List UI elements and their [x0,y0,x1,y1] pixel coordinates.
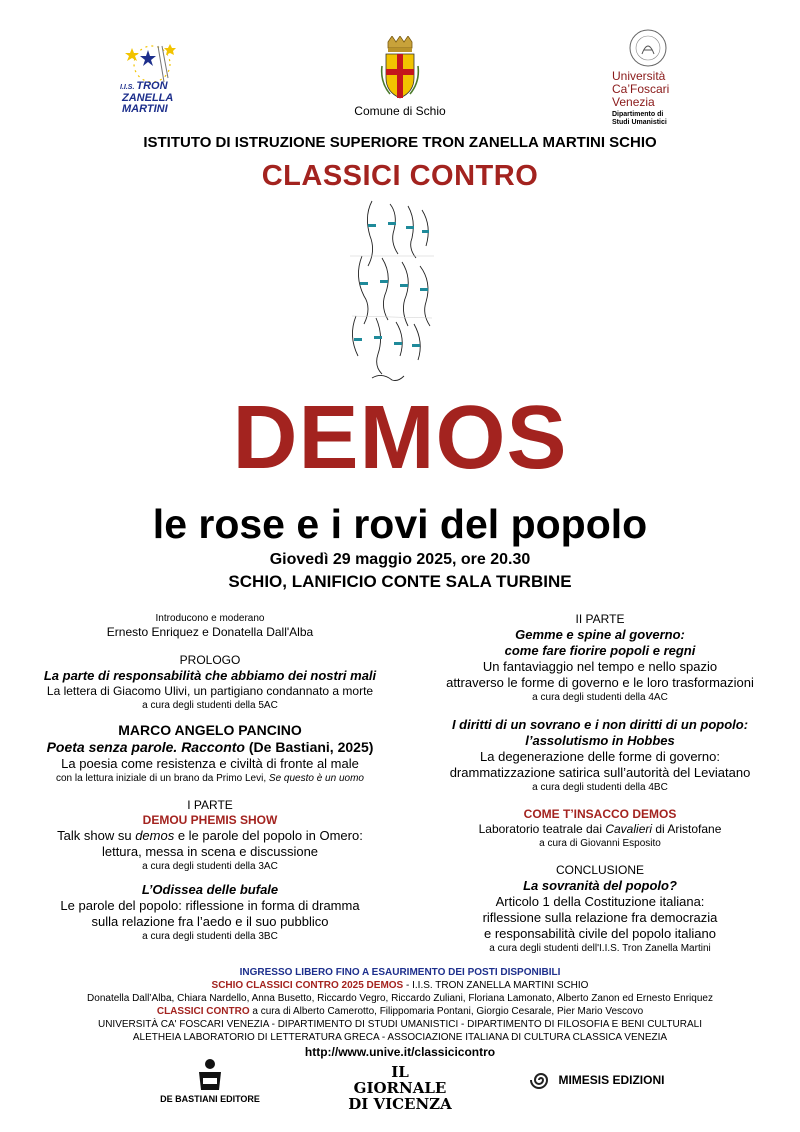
conclusione-desc1: Articolo 1 della Costituzione italiana: [495,894,705,909]
debastiani-logo [150,1058,270,1104]
cafoscari-line3: Venezia [612,95,655,109]
insacco-title: COME T’INSACCO DEMOS [523,807,677,821]
parte2-credit: a cura degli studenti della 4AC [532,692,668,703]
comune-logo [330,36,470,122]
diritti-title2: l’assolutismo in Hobbes [525,733,675,748]
pancino-book-publisher: (De Bastiani, 2025) [245,739,374,755]
cafoscari-line5: Studi Umanistici [612,119,667,126]
conclusione-desc3: e responsabilità civile del popolo italiano [484,926,716,941]
prologo-desc: La lettera di Giacomo Ulivi, un partigiano condannato a morte [46,684,374,698]
prologo-title: La parte di responsabilità che abbiamo dei nostri mali [43,668,377,683]
parte1-credit: a cura degli studenti della 3AC [142,861,278,872]
mimesis-logo [528,1068,678,1092]
diritti-title1: I diritti di un sovrano e i non diritti di un popolo: [451,717,749,732]
parte2-label: II PARTE [575,612,625,626]
insacco-desc-b: di Aristofane [652,822,722,836]
parte1-desc-a: Talk show su [57,828,136,843]
footer-line2-red: SCHIO CLASSICI CONTRO 2025 DEMOS [211,980,404,991]
parte1-title: DEMOU PHEMIS SHOW [142,813,278,827]
tron-logo-martini: MARTINI [122,103,168,115]
prologo-credit: a cura degli studenti della 5AC [142,700,278,711]
conclusione-credit: a cura degli studenti dell'I.I.S. Tron Zanella Martini [489,943,711,954]
parte1-desc2: lettura, messa in scena e discussione [101,844,319,859]
conclusione-title: La sovranità del popolo? [523,878,677,893]
intro-label: Introducono e moderano [155,613,265,624]
subtitle: le rose e i rovi del popolo [152,501,648,547]
pancino-reading-title: Se questo è un uomo [268,773,364,784]
mimesis-label: MIMESIS EDIZIONI [558,1073,665,1087]
spiral-icon [528,1068,554,1092]
diritti-desc2: drammatizzazione satirica sull’autorità del Leviatano [449,765,751,780]
website-link[interactable]: http://www.unive.it/classicicontro [304,1045,496,1059]
diritti-credit: a cura degli studenti della 4BC [532,782,668,793]
parte1-label: I PARTE [187,798,233,812]
tron-logo-iis: I.I.S. [120,84,135,91]
parte1-desc-b: e le parole del popolo in Omero: [174,828,363,843]
prologo-label: PROLOGO [179,653,241,667]
comune-label: Comune di Schio [354,104,446,118]
pancino-book-title: Poeta senza parole. Racconto [46,739,245,755]
insacco-credit: a cura di Giovanni Esposito [539,838,661,849]
conclusione-label: CONCLUSIONE [555,863,644,877]
footer-organizers: Donatella Dall’Alba, Chiara Nardello, Anna Busetto, Riccardo Vegro, Riccardo Zuliani, Floriana Lamonato, Alberto Zanon ed Ernesto Enriquez [87,993,713,1004]
giornale-line1: IL GIORNALE [353,1063,447,1097]
tron-logo-zanella: ZANELLA [122,92,174,104]
parte2-desc1: Un fantaviaggio nel tempo e nello spazio [482,659,718,674]
cafoscari-line4: Dipartimento di [612,111,664,118]
cafoscari-line2: Ca’Foscari [612,82,670,96]
event-place: SCHIO, LANIFICIO CONTE SALA TURBINE [228,572,572,591]
odissea-title-rest: delle bufale [203,882,279,897]
cafoscari-line1: Università [612,69,666,83]
tron-logo-tron: TRON [136,80,168,92]
free-entry-notice: INGRESSO LIBERO FINO A ESAURIMENTO DEI POSTI DISPONIBILI [239,967,561,978]
odissea-desc2: sulla relazione fra l’aedo e il suo pubblico [91,914,329,929]
conclusione-desc2: riflessione sulla relazione fra democrazia [482,910,718,925]
faces-illustration [342,196,442,396]
program-left-column [30,612,390,943]
institute-name: ISTITUTO DI ISTRUZIONE SUPERIORE TRON ZANELLA MARTINI SCHIO [143,134,657,151]
odissea-title-italic: L’Odissea [141,882,204,897]
pancino-reading: con la lettura iniziale di un brano da Primo Levi, [56,773,269,784]
giornale-vicenza-logo [344,1064,456,1112]
reader-figure-icon [195,1058,225,1092]
footer-line4-rest: a cura di Alberto Camerotto, Filippomaria Pontani, Giorgio Cesarale, Pier Mario Vescovo [249,1006,644,1017]
footer-university: UNIVERSITÀ CA' FOSCARI VENEZIA - DIPARTIMENTO DI STUDI UMANISTICI - DIPARTIMENTO DI FILOSOFIA E BENI CULTURALI [97,1019,703,1030]
cafoscari-logo [612,28,692,128]
footer-line4-red: CLASSICI CONTRO [156,1006,250,1017]
footer-credits [0,966,800,1060]
parte2-desc2: attraverso le forme di governo e le loro trasformazioni [446,675,754,690]
footer-line2-rest: - I.I.S. TRON ZANELLA MARTINI SCHIO [403,980,589,991]
coat-of-arms-icon [380,36,420,100]
main-title: DEMOS [232,388,568,488]
intro-names: Ernesto Enriquez e Donatella Dall'Alba [106,625,314,639]
program-right-column [420,612,780,955]
parte2-title1: Gemme e spine al governo: [515,627,685,642]
odissea-credit: a cura degli studenti della 3BC [142,931,278,942]
university-seal-icon [628,28,668,68]
insacco-desc-italic: Cavalieri [605,822,653,836]
debastiani-label: DE BASTIANI EDITORE [160,1094,260,1104]
series-title: CLASSICI CONTRO [261,160,539,192]
footer-aletheia: ALETHEIA LABORATORIO DI LETTERATURA GRECA - ASSOCIAZIONE ITALIANA DI CULTURA CLASSICA VENEZIA [132,1032,668,1043]
tron-zanella-logo [118,38,188,118]
event-date: Giovedì 29 maggio 2025, ore 20.30 [269,551,531,568]
odissea-desc1: Le parole del popolo: riflessione in forma di dramma [60,898,360,913]
parte1-desc-italic: demos [135,828,175,843]
diritti-desc1: La degenerazione delle forme di governo: [480,749,720,764]
insacco-desc-a: Laboratorio teatrale dai [478,822,606,836]
parte2-title2: come fare fiorire popoli e regni [504,643,696,658]
sponsor-logos [0,1058,800,1118]
giornale-line2: DI VICENZA [348,1095,452,1113]
pancino-desc: La poesia come resistenza e civiltà di fronte al male [61,756,359,771]
pancino-name: MARCO ANGELO PANCINO [118,722,302,738]
